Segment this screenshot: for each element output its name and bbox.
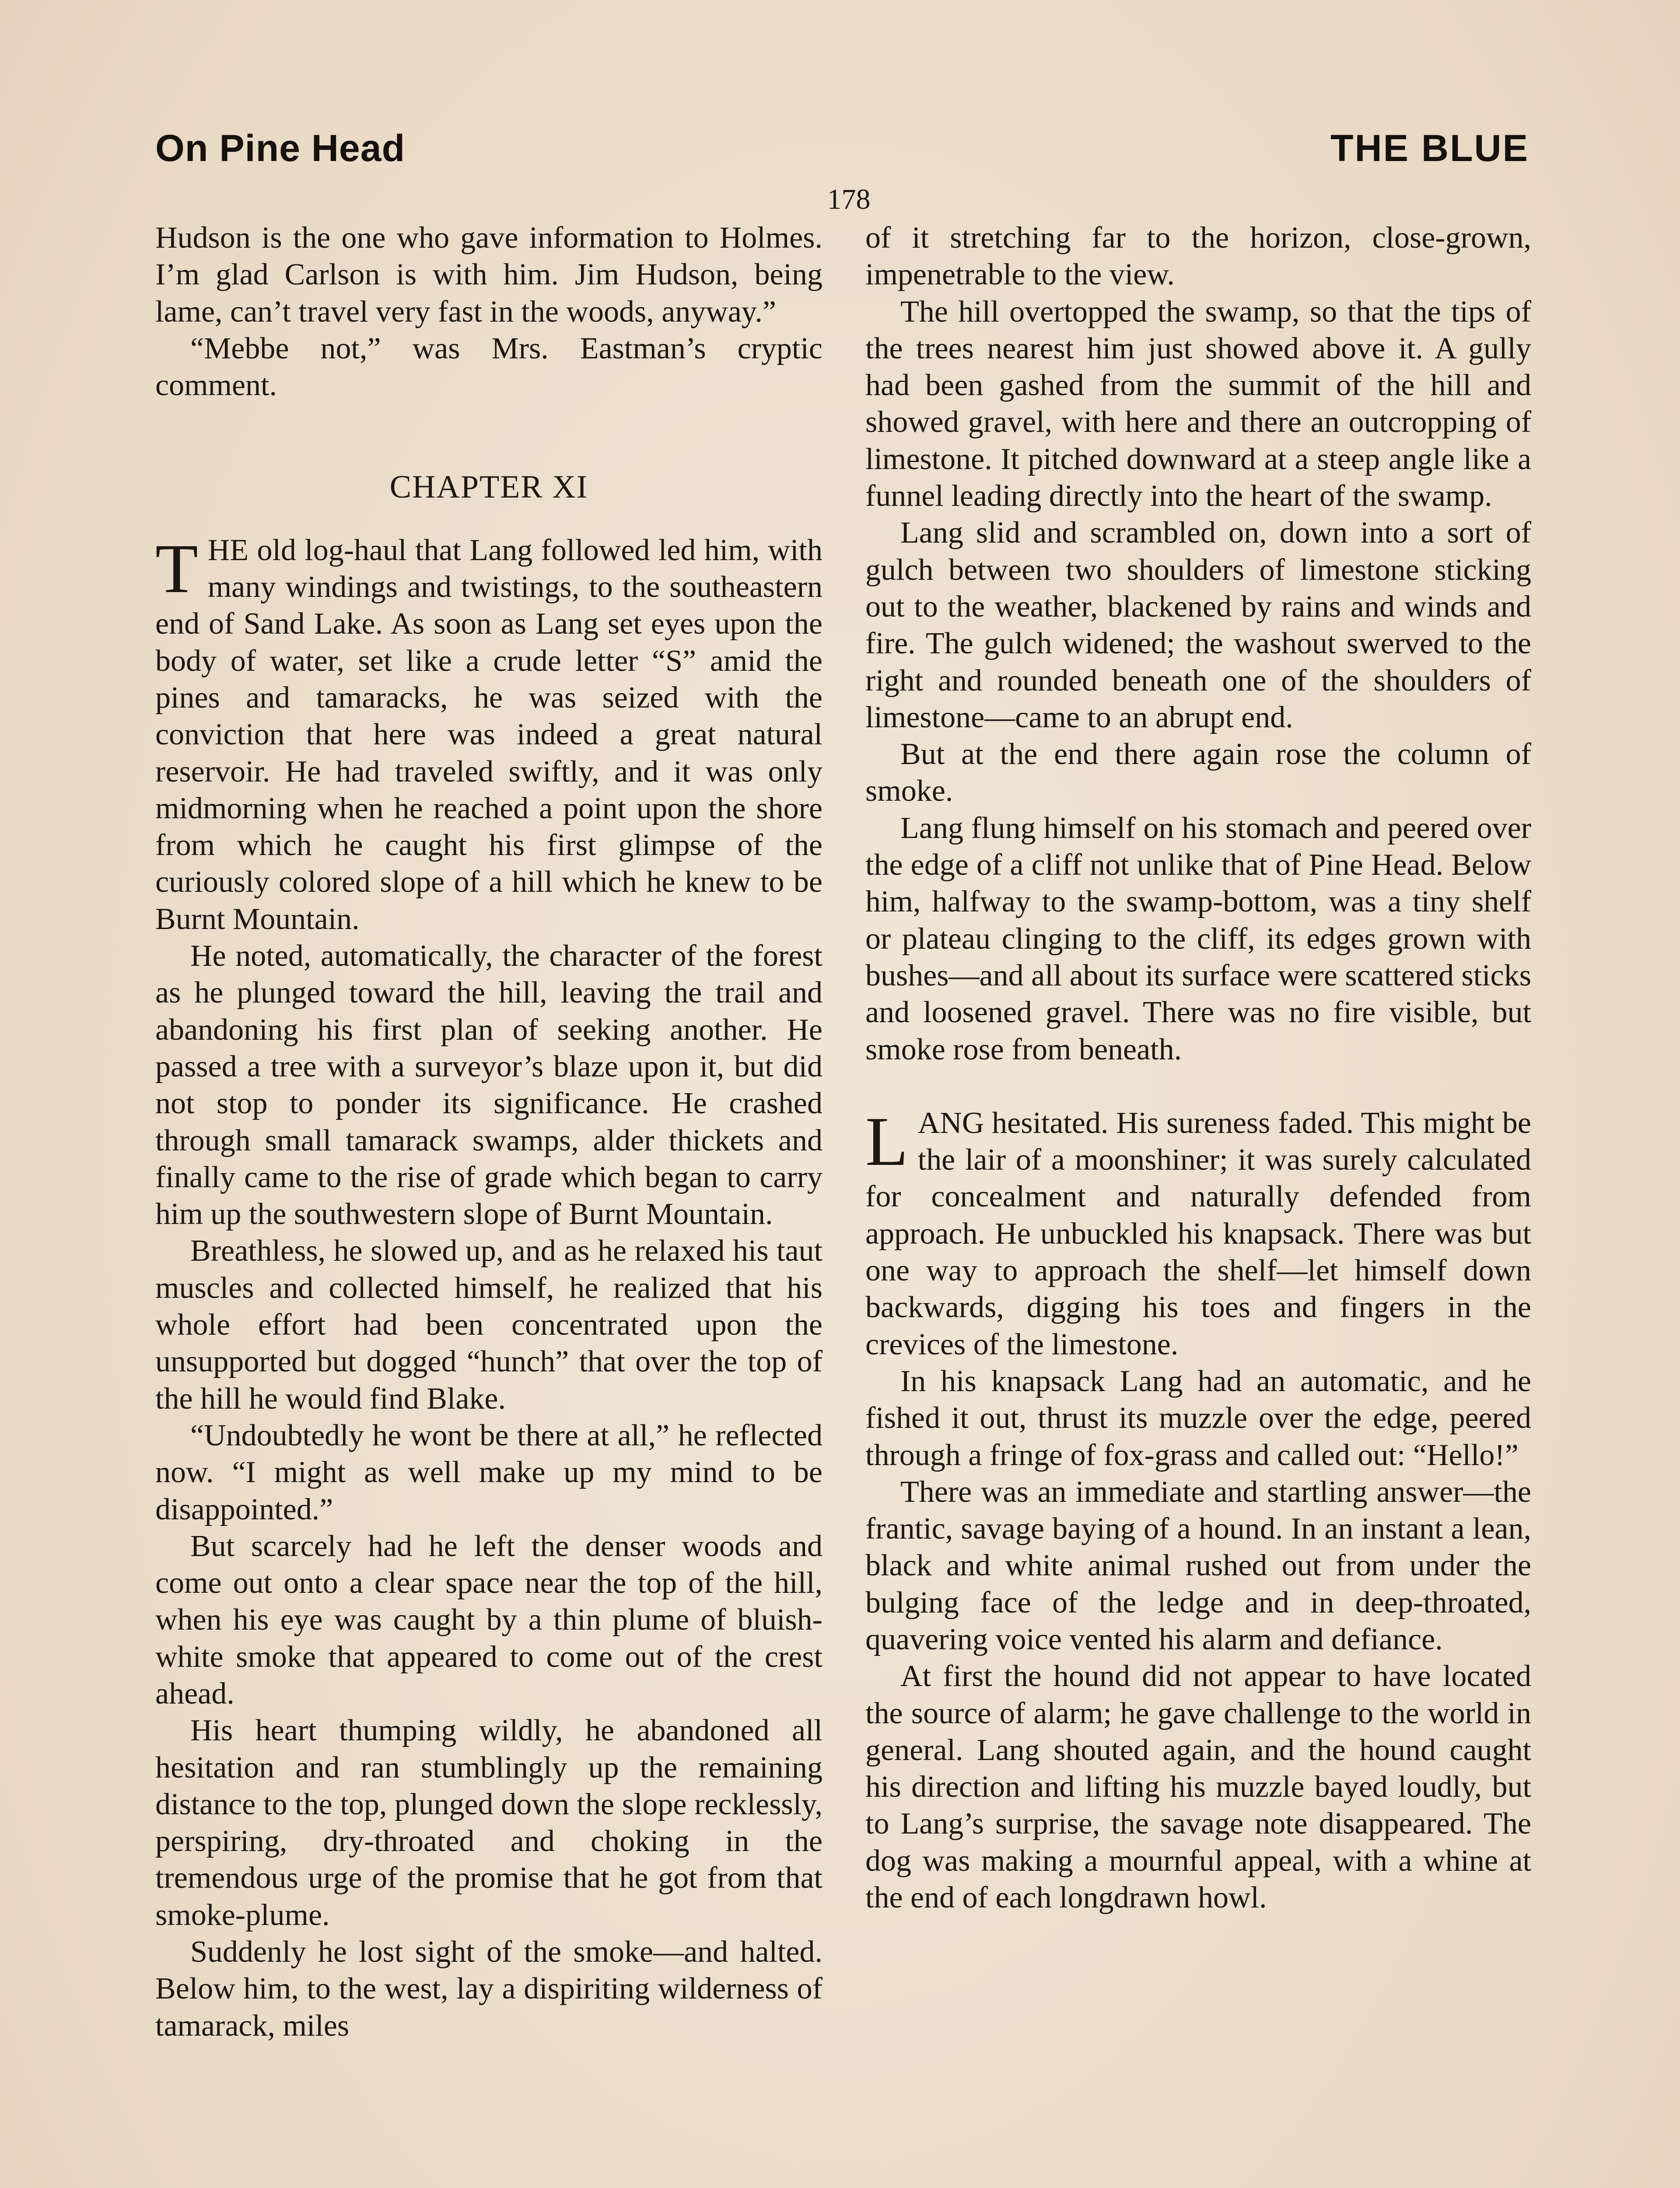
paragraph: But at the end there again rose the column of smoke. [865, 737, 1531, 808]
paragraph: In his knapsack Lang had an automatic, and he fished it out, thrust its muzzle over the edge, peered through a fringe of fox-grass and called out: “Hello!” [865, 1364, 1531, 1472]
paragraph: There was an immediate and startling answer—the frantic, savage baying of a hound. In an instant a lean, black and white animal rushed out from under the bulging face of the ledge and in deep-throated, quavering voice vented his alarm and defiance. [865, 1475, 1531, 1656]
paragraph: His heart thumping wildly, he abandoned all hesitation and ran stumblingly up the remaining distance to the top, plunged down the slope recklessly, perspiring, dry-throated and choking in the tremendous urge of the promise that he got from that smoke-plume. [155, 1714, 822, 1932]
text-column-right [865, 220, 1531, 1916]
page-number: 178 [827, 183, 871, 215]
running-head-left: On Pine Head [155, 127, 406, 169]
running-head-right: THE BLUE [1330, 127, 1529, 169]
paragraph-opening [155, 529, 822, 938]
section-break [865, 1068, 1531, 1105]
paragraph: He noted, automatically, the character of the forest as he plunged toward the hill, leaving the trail and abandoning his first plan of seeking another. He passed a tree with a surveyor’s blaze upon it, but did not stop to ponder its significance. He crashed through small tamarack swamps, alder thickets and finally came to the rise of grade which began to carry him up the southwestern slope of Burnt Mountain. [155, 939, 822, 1231]
paragraph: “Mebbe not,” was Mrs. Eastman’s cryptic comment. [155, 331, 822, 403]
paragraph: “Undoubtedly he wont be there at all,” he reflected now. “I might as well make up my mind to be disappointed.” [155, 1418, 822, 1526]
paragraph: At first the hound did not appear to have located the source of alarm; he gave challenge to the world in general. Lang shouted again, and the hound caught his direction and lifting his muzzle bayed loudly, but to Lang’s surprise, the savage note disappeared. The dog was making a mournful appeal, with a whine at the end of each longdrawn howl. [865, 1659, 1531, 1915]
paragraph: Lang slid and scrambled on, down into a sort of gulch between two shoulders of limestone sticking out to the weather, blackened by rains and winds and fire. The gulch widened; the washout swerved to the right and rounded beneath one of the shoulders of limestone—came to an abrupt end. [865, 516, 1531, 734]
text-column-left [155, 220, 822, 2044]
paragraph: Hudson is the one who gave information to Holmes. I’m glad Carlson is with him. Jim Hudson, being lame, can’t travel very fast in the woods, anyway.” [155, 221, 822, 329]
drop-cap: L [865, 1102, 908, 1180]
paragraph-text: ANG hesitated. His sureness faded. This might be the lair of a moonshiner; it was surely calculated for concealment and naturally defended from approach. He unbuckled his knapsack. There was but one way to approach the shelf—let himself down backwards, digging his toes and fingers in the crevices of the limestone. [865, 1106, 1531, 1361]
paragraph: Breathless, he slowed up, and as he relaxed his taut muscles and collected himself, he realized that his whole effort had been concentrated upon the unsupported but dogged “hunch” that over the top of the hill he would find Blake. [155, 1234, 822, 1416]
paragraph-opening [865, 1102, 1531, 1363]
drop-cap: T [155, 529, 198, 607]
paragraph: Suddenly he lost sight of the smoke—and halted. Below him, to the west, lay a dispiriting wilderness of tamarack, miles [155, 1935, 822, 2043]
paragraph-text: HE old log-haul that Lang followed led him, with many windings and twistings, to the southeastern end of Sand Lake. As soon as Lang set eyes upon the body of water, set like a crude letter “S” amid the pines and tamaracks, he was seized with the conviction that here was indeed a great natural reservoir. He had traveled swiftly, and it was only midmorning when he reached a point upon the shore from which he caught his first glimpse of the curiously colored slope of a hill which he knew to be Burnt Mountain. [155, 533, 822, 936]
paragraph: of it stretching far to the horizon, close-grown, impenetrable to the view. [865, 221, 1531, 292]
paragraph: But scarcely had he left the denser woods and come out onto a clear space near the top of the hill, when his eye was caught by a thin plume of bluish-white smoke that appeared to come out of the crest ahead. [155, 1529, 822, 1711]
chapter-heading: CHAPTER XI [389, 469, 588, 505]
paragraph: Lang flung himself on his stomach and peered over the edge of a cliff not unlike that of Pine Head. Below him, halfway to the swamp-bottom, was a tiny shelf or plateau clinging to the cliff, its edges grown with bushes—and all about its surface were scattered sticks and loosened gravel. There was no fire visible, but smoke rose from beneath. [865, 811, 1531, 1066]
paragraph: The hill overtopped the swamp, so that the tips of the trees nearest him just showed above it. A gully had been gashed from the summit of the hill and showed gravel, with here and there an outcropping of limestone. It pitched downward at a steep angle like a funnel leading directly into the heart of the swamp. [865, 295, 1531, 513]
